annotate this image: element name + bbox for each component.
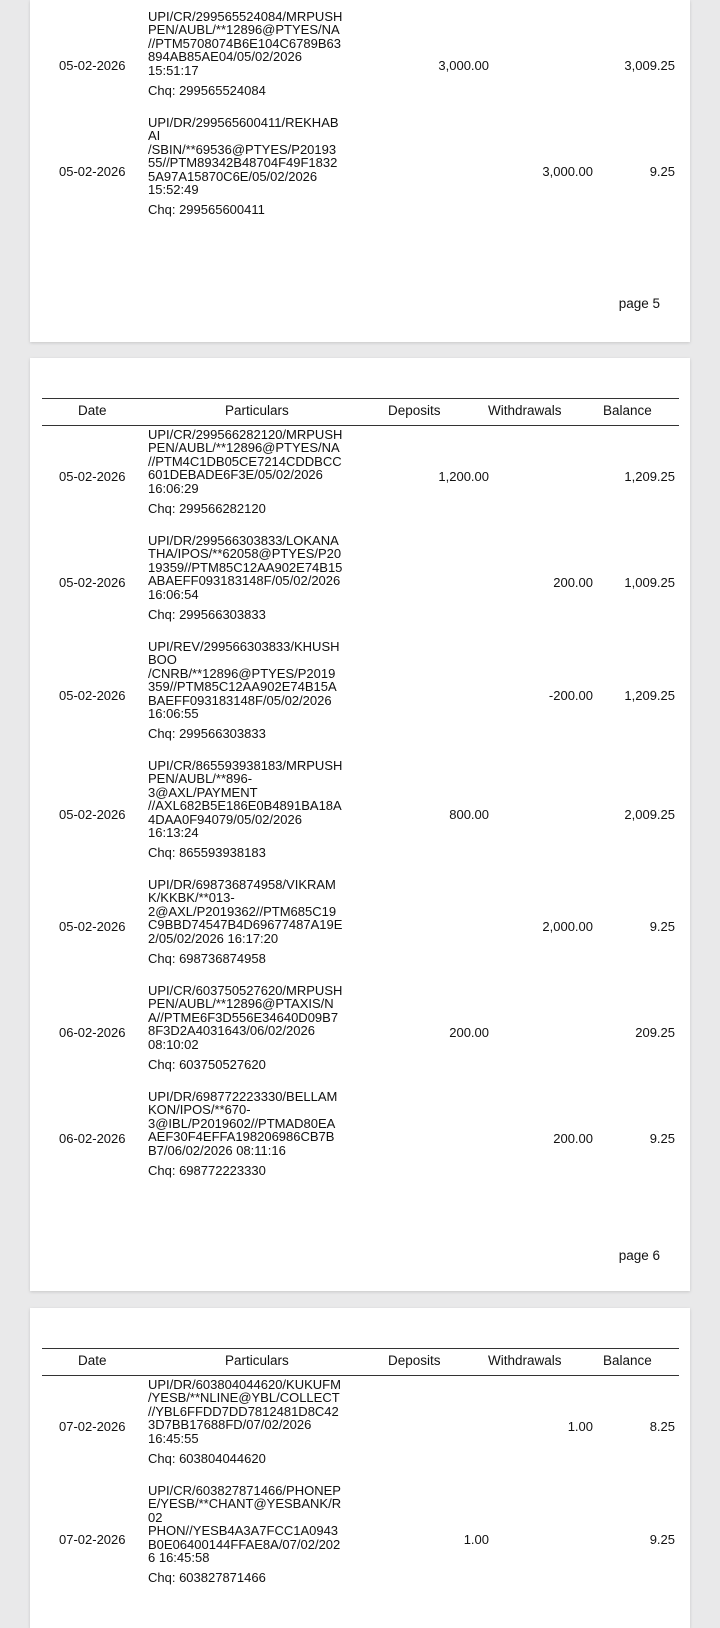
txn-particulars xyxy=(148,640,348,741)
header-deposits: Deposits xyxy=(388,1353,441,1368)
cheque-number: Chq: 299566303833 xyxy=(148,607,266,623)
txn-balance: 9.25 xyxy=(649,1131,675,1146)
particulars-line: KON/IPOS/**670- xyxy=(148,1102,251,1118)
txn-balance: 1,209.25 xyxy=(624,688,675,703)
txn-balance: 9.25 xyxy=(649,164,675,179)
txn-balance: 2,009.25 xyxy=(624,807,675,822)
particulars-line: PEN/AUBL/**12896@PTYES/NA xyxy=(148,440,340,456)
particulars-line: BOO xyxy=(148,652,177,668)
particulars-line: UPI/DR/603804044620/KUKUFM xyxy=(148,1377,341,1392)
header-date: Date xyxy=(78,403,107,418)
cheque-number: Chq: 865593938183 xyxy=(148,845,266,861)
txn-deposit: 1,200.00 xyxy=(438,469,489,484)
particulars-line: 02 xyxy=(148,1509,163,1525)
particulars-line: AEF30F4EFFA198206986CB7B xyxy=(148,1129,335,1145)
statement-page-6 xyxy=(30,358,690,1291)
particulars-line: UPI/DR/299565600411/REKHAB xyxy=(148,115,339,130)
txn-particulars xyxy=(148,984,348,1071)
page-number: page 5 xyxy=(618,296,660,311)
page-number: page 6 xyxy=(618,1248,660,1263)
txn-particulars xyxy=(148,1090,348,1177)
particulars-line: UPI/CR/603827871466/PHONEP xyxy=(148,1483,341,1498)
particulars-line: //PTM5708074B6E104C6789B63 xyxy=(148,35,341,51)
particulars-line: 16:06:55 xyxy=(148,706,199,722)
txn-date: 05-02-2026 xyxy=(59,807,126,822)
particulars-line: 4DAA0F94079/05/02/2026 xyxy=(148,811,302,827)
txn-date: 05-02-2026 xyxy=(59,575,126,590)
txn-balance: 3,009.25 xyxy=(624,58,675,73)
txn-withdrawal: 3,000.00 xyxy=(542,164,593,179)
particulars-line: AI xyxy=(148,128,161,144)
txn-particulars xyxy=(148,534,348,621)
particulars-line: 19359//PTM85C12AA902E74B15 xyxy=(148,559,343,575)
particulars-line: C9BBD74547B4D69677487A19E xyxy=(148,917,343,933)
txn-date: 05-02-2026 xyxy=(59,58,126,73)
particulars-line: //AXL682B5E186E0B4891BA18A xyxy=(148,798,342,814)
particulars-line: 16:45:55 xyxy=(148,1430,199,1446)
txn-date: 06-02-2026 xyxy=(59,1131,126,1146)
particulars-line: 3D7BB17688FD/07/02/2026 xyxy=(148,1417,312,1433)
txn-particulars xyxy=(148,428,348,515)
header-particulars: Particulars xyxy=(225,1353,289,1368)
particulars-line: E/YESB/**CHANT@YESBANK/R xyxy=(148,1496,342,1512)
particulars-lines xyxy=(148,1378,348,1445)
particulars-lines xyxy=(148,534,348,601)
table-header xyxy=(42,398,679,426)
particulars-line: 55//PTM89342B48704F49F1832 xyxy=(148,155,338,171)
particulars-lines xyxy=(148,984,348,1051)
particulars-lines xyxy=(148,878,348,945)
particulars-line: PEN/AUBL/**12896@PTYES/NA xyxy=(148,22,340,38)
particulars-line: 16:13:24 xyxy=(148,825,199,841)
particulars-lines xyxy=(148,116,348,196)
particulars-line: UPI/DR/698772223330/BELLAM xyxy=(148,1089,338,1104)
particulars-line: PEN/AUBL/**896- xyxy=(148,771,253,787)
txn-withdrawal: 200.00 xyxy=(553,575,593,590)
txn-withdrawal: 2,000.00 xyxy=(542,919,593,934)
particulars-lines xyxy=(148,1090,348,1157)
header-withdrawals: Withdrawals xyxy=(488,403,562,418)
cheque-number: Chq: 299566303833 xyxy=(148,726,266,742)
txn-deposit: 3,000.00 xyxy=(438,58,489,73)
particulars-line: UPI/CR/299565524084/MRPUSH xyxy=(148,9,343,24)
txn-particulars xyxy=(148,10,348,97)
txn-withdrawal: -200.00 xyxy=(548,688,593,703)
statement-page-7 xyxy=(30,1308,690,1628)
txn-date: 06-02-2026 xyxy=(59,1025,126,1040)
cheque-number: Chq: 603750527620 xyxy=(148,1057,266,1073)
particulars-line: A//PTME6F3D556E34640D09B7 xyxy=(148,1009,339,1025)
particulars-line: 15:52:49 xyxy=(148,182,199,198)
particulars-line: /SBIN/**69536@PTYES/P20193 xyxy=(148,141,337,157)
cheque-number: Chq: 299566282120 xyxy=(148,501,266,517)
particulars-line: PHON//YESB4A3A7FCC1A0943 xyxy=(148,1523,339,1539)
txn-balance: 9.25 xyxy=(649,919,675,934)
particulars-line: 2@AXL/P2019362//PTM685C19 xyxy=(148,903,337,919)
particulars-line: UPI/CR/299566282120/MRPUSH xyxy=(148,427,343,442)
particulars-line: B0E06400144FFAE8A/07/02/202 xyxy=(148,1536,341,1552)
header-balance: Balance xyxy=(603,403,652,418)
txn-balance: 209.25 xyxy=(635,1025,675,1040)
cheque-number: Chq: 299565524084 xyxy=(148,83,266,99)
txn-particulars xyxy=(148,116,348,217)
particulars-lines xyxy=(148,1484,348,1564)
particulars-line: UPI/CR/603750527620/MRPUSH xyxy=(148,983,343,998)
table-header xyxy=(42,1348,679,1376)
txn-balance: 1,209.25 xyxy=(624,469,675,484)
particulars-lines xyxy=(148,428,348,495)
txn-balance: 9.25 xyxy=(649,1532,675,1547)
particulars-line: 359//PTM85C12AA902E74B15A xyxy=(148,679,337,695)
particulars-lines xyxy=(148,640,348,720)
cheque-number: Chq: 698736874958 xyxy=(148,951,266,967)
cheque-number: Chq: 299565600411 xyxy=(148,202,265,218)
particulars-line: K/KKBK/**013- xyxy=(148,890,235,906)
particulars-line: 894AB85AE04/05/02/2026 xyxy=(148,49,302,65)
particulars-lines xyxy=(148,759,348,839)
header-withdrawals: Withdrawals xyxy=(488,1353,562,1368)
particulars-line: 2/05/02/2026 16:17:20 xyxy=(148,930,279,946)
particulars-line: 6 16:45:58 xyxy=(148,1550,210,1566)
particulars-line: 3@AXL/PAYMENT xyxy=(148,784,258,800)
particulars-line: 3@IBL/P2019602//PTMAD80EA xyxy=(148,1115,336,1131)
cheque-number: Chq: 698772223330 xyxy=(148,1163,266,1179)
txn-balance: 8.25 xyxy=(649,1419,675,1434)
particulars-line: 16:06:54 xyxy=(148,586,199,602)
particulars-line: 8F3D2A4031643/06/02/2026 xyxy=(148,1023,315,1039)
header-deposits: Deposits xyxy=(388,403,441,418)
cheque-number: Chq: 603804044620 xyxy=(148,1451,266,1467)
txn-date: 05-02-2026 xyxy=(59,164,126,179)
particulars-line: UPI/DR/299566303833/LOKANA xyxy=(148,533,339,548)
particulars-line: //PTM4C1DB05CE7214CDDBCC xyxy=(148,453,342,469)
particulars-line: 5A97A15870C6E/05/02/2026 xyxy=(148,168,318,184)
txn-balance: 1,009.25 xyxy=(624,575,675,590)
particulars-line: //YBL6FFDD7DD7812481D8C42 xyxy=(148,1403,339,1419)
txn-deposit: 200.00 xyxy=(449,1025,489,1040)
txn-date: 05-02-2026 xyxy=(59,919,126,934)
particulars-lines xyxy=(148,10,348,77)
particulars-line: 601DEBADE6F3E/05/02/2026 xyxy=(148,467,323,483)
txn-deposit: 800.00 xyxy=(449,807,489,822)
particulars-line: UPI/DR/698736874958/VIKRAM xyxy=(148,877,336,892)
particulars-line: 16:06:29 xyxy=(148,480,199,496)
particulars-line: UPI/CR/865593938183/MRPUSH xyxy=(148,758,343,773)
particulars-line: 08:10:02 xyxy=(148,1036,199,1052)
txn-date: 07-02-2026 xyxy=(59,1419,126,1434)
cheque-number: Chq: 603827871466 xyxy=(148,1570,266,1586)
txn-particulars xyxy=(148,878,348,965)
txn-date: 05-02-2026 xyxy=(59,469,126,484)
particulars-line: /CNRB/**12896@PTYES/P2019 xyxy=(148,665,336,681)
txn-particulars xyxy=(148,759,348,860)
txn-particulars xyxy=(148,1378,348,1465)
txn-deposit: 1.00 xyxy=(463,1532,489,1547)
particulars-line: PEN/AUBL/**12896@PTAXIS/N xyxy=(148,996,334,1012)
header-particulars: Particulars xyxy=(225,403,289,418)
particulars-line: UPI/REV/299566303833/KHUSH xyxy=(148,639,340,654)
header-date: Date xyxy=(78,1353,107,1368)
txn-withdrawal: 200.00 xyxy=(553,1131,593,1146)
particulars-line: ABAEFF093183148F/05/02/2026 xyxy=(148,573,341,589)
particulars-line: THA/IPOS/**62058@PTYES/P20 xyxy=(148,546,342,562)
particulars-line: BAEFF093183148F/05/02/2026 xyxy=(148,692,332,708)
txn-withdrawal: 1.00 xyxy=(567,1419,593,1434)
txn-date: 05-02-2026 xyxy=(59,688,126,703)
particulars-line: B7/06/02/2026 08:11:16 xyxy=(148,1142,286,1158)
header-balance: Balance xyxy=(603,1353,652,1368)
particulars-line: /YESB/**NLINE@YBL/COLLECT xyxy=(148,1390,340,1406)
txn-date: 07-02-2026 xyxy=(59,1532,126,1547)
txn-particulars xyxy=(148,1484,348,1585)
particulars-line: 15:51:17 xyxy=(148,62,199,78)
statement-page-5 xyxy=(30,0,690,342)
